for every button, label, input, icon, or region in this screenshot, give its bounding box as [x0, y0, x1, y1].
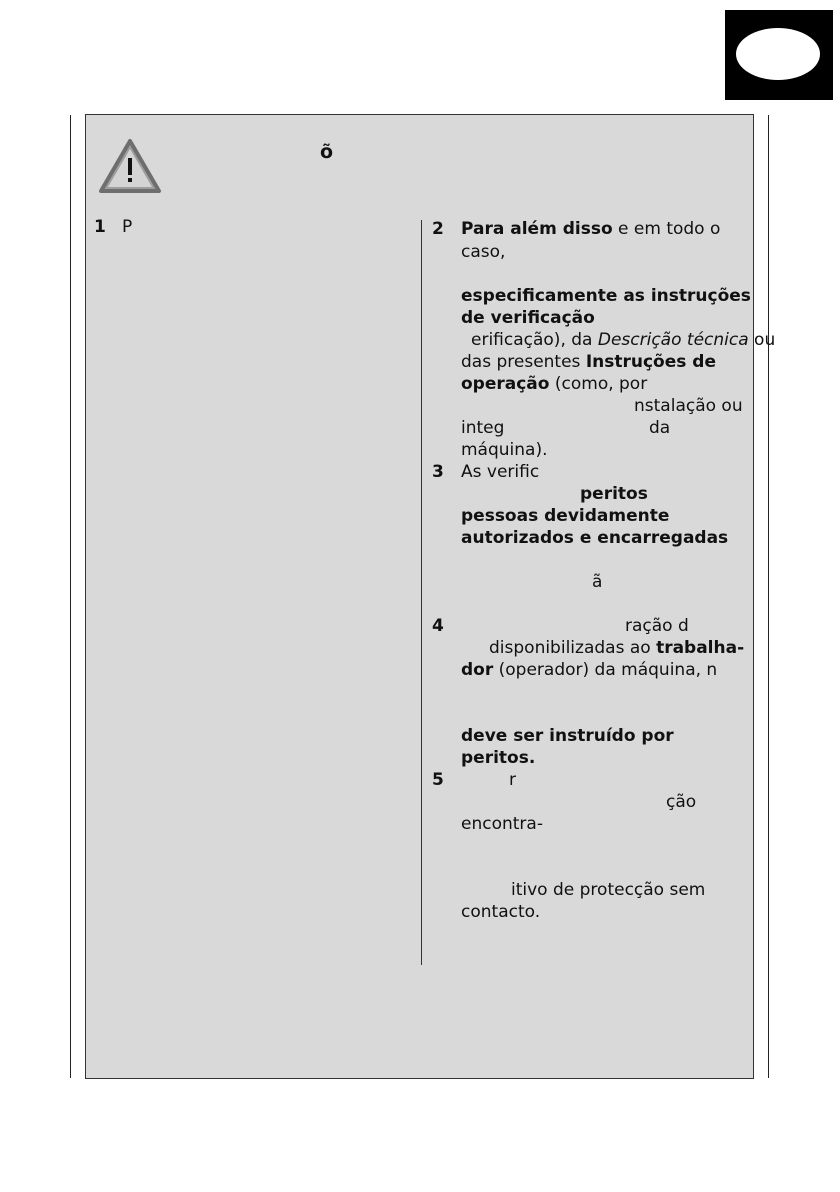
column-divider — [421, 220, 422, 965]
item-4-line-2: disponibilizadas ao trabalha- — [489, 638, 745, 658]
item-1-text: P — [122, 217, 133, 237]
item-number-5: 5 — [432, 770, 444, 790]
item-number-2: 2 — [432, 219, 444, 239]
item-2-line-4: de verificação — [461, 308, 595, 328]
item-number-4: 4 — [432, 616, 444, 636]
item-4-line-1: ração d — [625, 616, 689, 636]
item-number-3: 3 — [432, 462, 444, 482]
item-5-line-1: r — [509, 770, 516, 790]
item-4-line-5: peritos. — [461, 748, 536, 768]
language-oval — [736, 28, 820, 80]
item-4-line-4: deve ser instruído por — [461, 726, 674, 746]
item-2-line-3: especificamente as instruções — [461, 286, 751, 306]
item-5-line-4: itivo de protecção sem — [511, 880, 706, 900]
right-margin-line — [768, 115, 769, 1078]
item-3-line-2: peritos — [580, 484, 648, 504]
item-2-line-9b: da — [649, 418, 671, 438]
item-4-line-3: dor (operador) da máquina, n — [461, 660, 718, 680]
item-2-line-8: nstalação ou — [634, 396, 743, 416]
item-2-line-1: Para além disso e em todo o — [461, 219, 721, 239]
safety-box — [85, 114, 776, 1079]
item-2-line-2: caso, — [461, 242, 506, 262]
item-number-1: 1 — [94, 217, 106, 237]
item-3-line-1: As verific — [461, 462, 540, 482]
language-tab — [725, 10, 833, 100]
section-heading: õ — [320, 141, 334, 163]
item-3-line-4: autorizados e encarregadas — [461, 528, 729, 548]
left-margin-line — [70, 115, 71, 1078]
item-2-line-6: das presentes Instruções de — [461, 352, 716, 372]
item-2-line-9a: integ — [461, 418, 505, 438]
item-5-line-3: encontra- — [461, 814, 543, 834]
item-2-line-10: máquina). — [461, 440, 548, 460]
item-3-line-5: ã — [592, 572, 603, 592]
item-5-line-5: contacto. — [461, 902, 541, 922]
item-2-line-5: erificação), da Descrição técnica ou — [471, 330, 776, 350]
item-3-line-3: pessoas devidamente — [461, 506, 670, 526]
item-2-line-7: operação (como, por — [461, 374, 648, 394]
warning-icon — [98, 137, 162, 195]
item-5-line-2: ção — [666, 792, 697, 812]
